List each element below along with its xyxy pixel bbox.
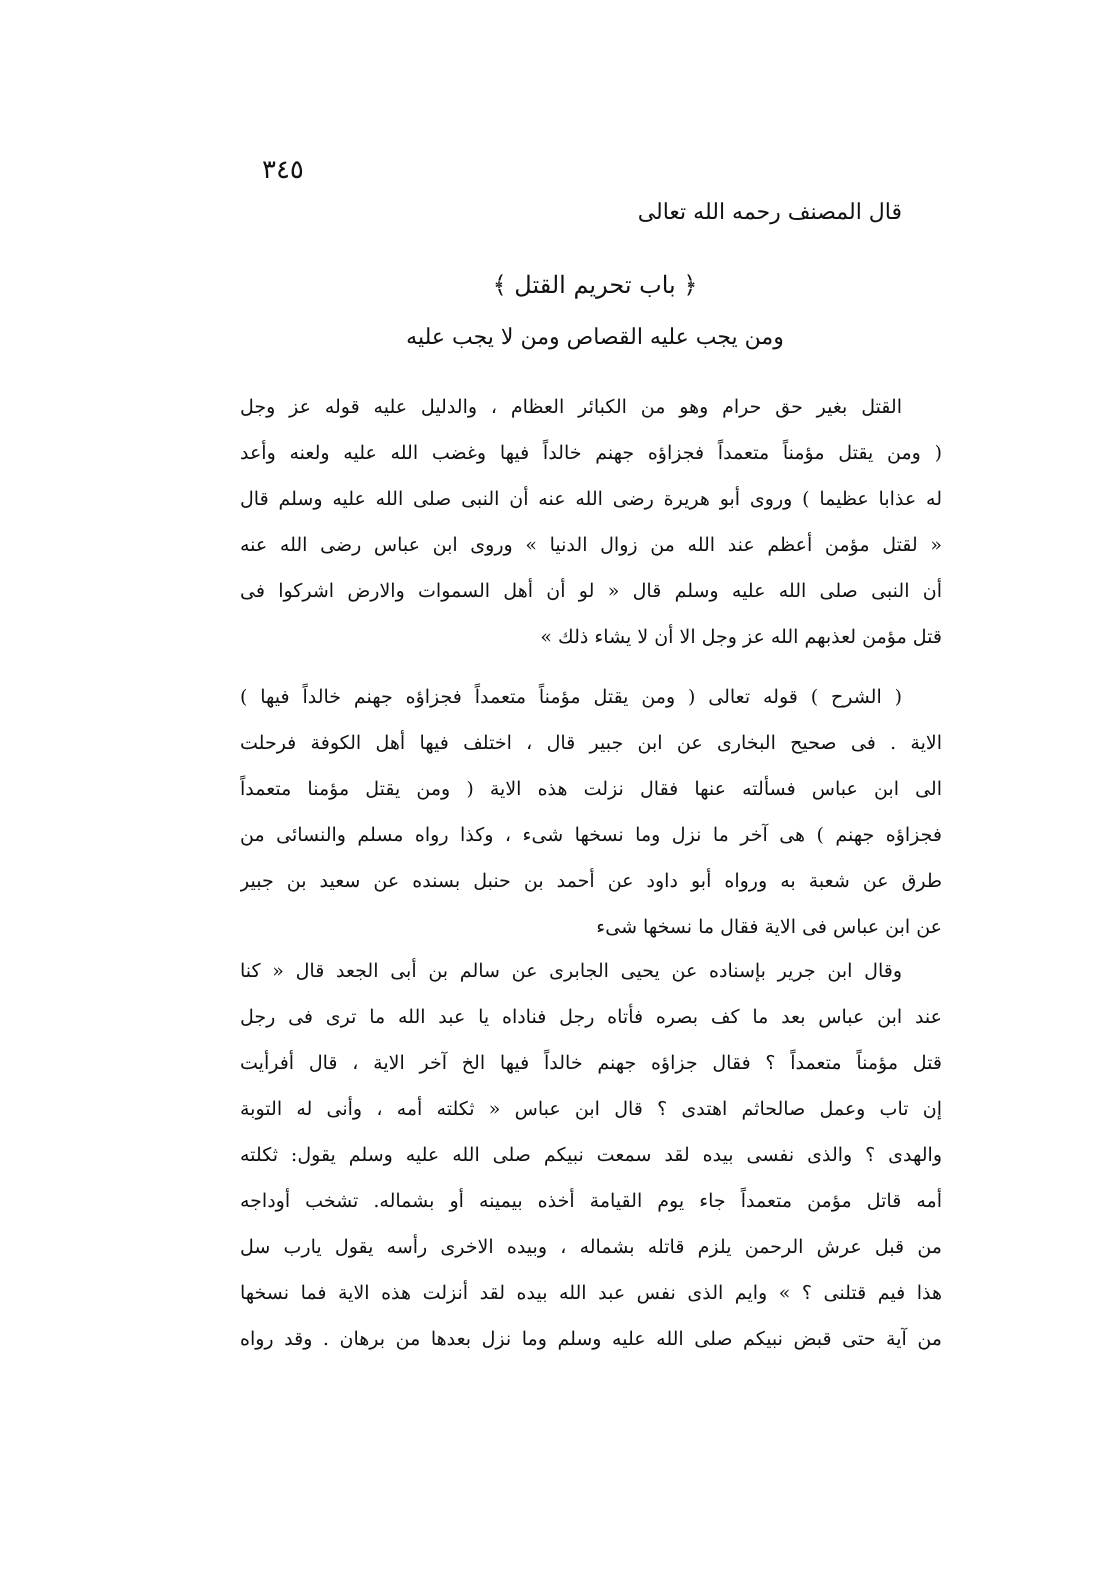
text-line: الى ابن عباس فسألته عنها فقال نزلت هذه الاية ( ومن يقتل مؤمنا متعمداً <box>240 778 942 800</box>
page-number: ٣٤٥ <box>262 155 304 185</box>
text-line: إن تاب وعمل صالحاثم اهتدى ؟ قال ابن عباس « ثكلته أمه ، وأنى له التوبة <box>240 1098 942 1120</box>
author-attribution: قال المصنف رحمه الله تعالى <box>637 200 902 225</box>
text-line: له عذابا عظيما ) وروى أبو هريرة رضى الله عنه أن النبى صلى الله عليه وسلم قال <box>240 488 942 510</box>
continuation-block <box>240 948 942 1362</box>
text-line: أمه قاتل مؤمن متعمداً جاء يوم القيامة أخذه بيمينه أو بشماله. تشخب أوداجه <box>240 1190 942 1212</box>
text-line: ( ومن يقتل مؤمناً متعمداً فجزاؤه جهنم خالداً فيها وغضب الله عليه ولعنه وأعد <box>240 442 942 464</box>
text-line: وقال ابن جرير بإسناده عن يحيى الجابرى عن سالم بن أبى الجعد قال « كنا <box>240 960 902 982</box>
text-line: الاية . فى صحيح البخارى عن ابن جبير قال ، اختلف فيها أهل الكوفة فرحلت <box>240 732 942 754</box>
text-line: طرق عن شعبة به ورواه أبو داود عن أحمد بن حنبل بسنده عن سعيد بن جبير <box>240 870 942 892</box>
text-line: قتل مؤمناً متعمداً ؟ فقال جزاؤه جهنم خالداً فيها الخ آخر الاية ، قال أفرأيت <box>240 1052 942 1074</box>
text-line: عن ابن عباس فى الاية فقال ما نسخها شىء <box>596 916 942 938</box>
text-line: أن النبى صلى الله عليه وسلم قال « لو أن أهل السموات والارض اشركوا فى <box>240 580 942 602</box>
text-line: « لقتل مؤمن أعظم عند الله من زوال الدنيا » وروى ابن عباس رضى الله عنه <box>240 534 942 556</box>
chapter-title: ﴿ باب تحريم القتل ﴾ <box>492 271 698 299</box>
text-line: هذا فيم قتلنى ؟ » وايم الذى نفس عبد الله بيده لقد أنزلت هذه الاية فما نسخها <box>240 1282 942 1304</box>
text-line: فجزاؤه جهنم ) هى آخر ما نزل وما نسخها شىء ، وكذا رواه مسلم والنسائى من <box>240 824 942 846</box>
chapter-subtitle: ومن يجب عليه القصاص ومن لا يجب عليه <box>406 325 784 350</box>
text-line: القتل بغير حق حرام وهو من الكبائر العظام ، والدليل عليه قوله عز وجل <box>240 396 902 418</box>
text-line: عند ابن عباس بعد ما كف بصره فأتاه رجل فناداه يا عبد الله ما ترى فى رجل <box>240 1006 942 1028</box>
main-text-block <box>240 384 942 660</box>
text-line: ( الشرح ) قوله تعالى ( ومن يقتل مؤمناً متعمداً فجزاؤه جهنم خالداً فيها ) <box>240 686 902 708</box>
text-line: من قبل عرش الرحمن يلزم قاتله بشماله ، وبيده الاخرى رأسه يقول يارب سل <box>240 1236 942 1258</box>
commentary-block <box>240 674 942 950</box>
text-line: من آية حتى قبض نبيكم صلى الله عليه وسلم وما نزل بعدها من برهان . وقد رواه <box>240 1328 942 1350</box>
text-line: قتل مؤمن لعذبهم الله عز وجل الا أن لا يشاء ذلك » <box>540 626 942 648</box>
text-line: والهدى ؟ والذى نفسى بيده لقد سمعت نبيكم صلى الله عليه وسلم يقول: ثكلته <box>240 1144 942 1166</box>
